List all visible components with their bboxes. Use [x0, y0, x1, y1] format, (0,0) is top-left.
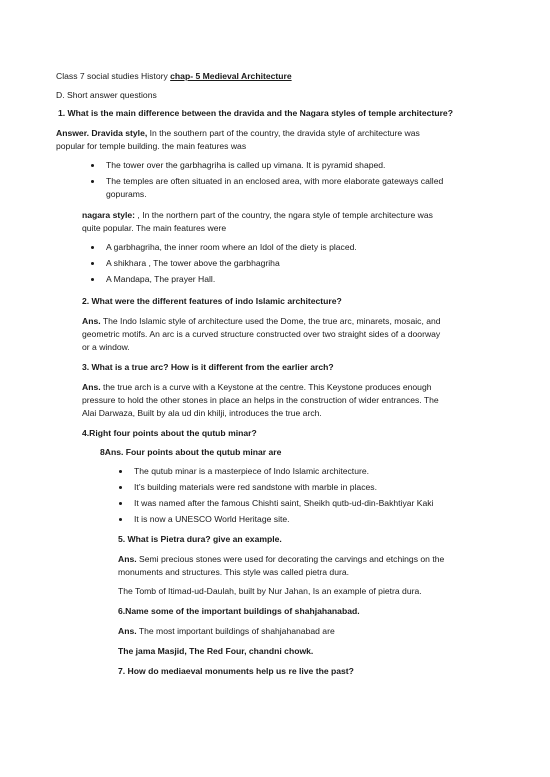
bullet-icon	[91, 262, 94, 265]
qutub-bullet-4: It is now a UNESCO World Heritage site.	[134, 514, 290, 524]
dravida-bullet-2-cont: gopurams.	[106, 189, 147, 199]
answer-label: Ans.	[118, 626, 137, 636]
dravida-bullet-1: The tower over the garbhagriha is called up vimana. It is pyramid shaped.	[106, 160, 386, 170]
answer-1-line-1	[56, 128, 420, 139]
bullet-icon	[119, 502, 122, 505]
answer-2-line-3: or a window.	[82, 342, 130, 352]
bullet-icon	[119, 470, 122, 473]
bullet-icon	[91, 278, 94, 281]
nagara-bullet-2: A shikhara , The tower above the garbhagriha	[106, 258, 280, 268]
question-1: 1. What is the main difference between the dravida and the Nagara styles of temple architecture?	[58, 108, 453, 118]
question-4: 4.Right four points about the qutub minar?	[82, 428, 257, 438]
qutub-bullet-3: It was named after the famous Chishti saint, Sheikh qutb-ud-din-Bakhtiyar Kaki	[134, 498, 434, 508]
question-7: 7. How do mediaeval monuments help us re live the past?	[118, 666, 354, 676]
answer-5-example: The Tomb of Itimad-ud-Daulah, built by Nur Jahan, Is an example of pietra dura.	[118, 586, 422, 596]
nagara-bullet-3: A Mandapa, The prayer Hall.	[106, 274, 216, 284]
section-heading: D. Short answer questions	[56, 90, 157, 100]
answer-text: In the southern part of the country, the dravida style of architecture was	[147, 128, 420, 138]
answer-text: the true arch is a curve with a Keystone at the centre. This Keystone produces enough	[100, 382, 432, 392]
qutub-bullet-2: It’s building materials were red sandstone with marble in places.	[134, 482, 377, 492]
question-5: 5. What is Pietra dura? give an example.	[118, 534, 282, 544]
answer-label: Ans.	[82, 382, 101, 392]
answer-2-line-1	[82, 316, 441, 327]
question-6: 6.Name some of the important buildings of shahjahanabad.	[118, 606, 360, 616]
bullet-icon	[91, 180, 94, 183]
answer-label: Ans.	[118, 554, 137, 564]
nagara-label: nagara style:	[82, 210, 136, 220]
answer-label: Answer. Dravida style,	[56, 128, 148, 138]
nagara-line-1	[82, 210, 433, 221]
answer-label: Ans.	[82, 316, 101, 326]
answer-text: The Indo Islamic style of architecture used the Dome, the true arc, minarets, mosaic, and	[100, 316, 441, 326]
bullet-icon	[119, 486, 122, 489]
answer-5-line-2: monuments and structures. This style was called pietra dura.	[118, 567, 350, 577]
chapter-title: chap- 5 Medieval Architecture	[170, 71, 292, 81]
bullet-icon	[91, 246, 94, 249]
question-2: 2. What were the different features of indo Islamic architecture?	[82, 296, 342, 306]
answer-text: The most important buildings of shahjahanabad are	[136, 626, 335, 636]
qutub-bullet-1: The qutub minar is a masterpiece of Indo Islamic architecture.	[134, 466, 370, 476]
document-header	[56, 71, 292, 82]
answer-3-line-2: pressure to hold the other stones in place an helps in the construction of wider entrances. The	[82, 395, 439, 405]
header-prefix: Class 7 social studies History	[56, 71, 171, 81]
dravida-bullet-2: The temples are often situated in an enclosed area, with more elaborate gateways called	[106, 176, 444, 186]
question-3: 3. What is a true arc? How is it different from the earlier arch?	[82, 362, 334, 372]
nagara-bullet-1: A garbhagriha, the inner room where an Idol of the diety is placed.	[106, 242, 357, 252]
answer-3-line-1	[82, 382, 432, 393]
nagara-text: , In the northern part of the country, the ngara style of temple architecture was	[135, 210, 433, 220]
answer-1-line-2: popular for temple building. the main features was	[56, 141, 247, 151]
answer-5-line-1	[118, 554, 444, 565]
answer-2-line-2: geometric motifs. An arc is a curved structure constructed over two straight sides of a doorway	[82, 329, 441, 339]
bullet-icon	[119, 518, 122, 521]
answer-6-line-1	[118, 626, 335, 637]
answer-6-line-2: The jama Masjid, The Red Four, chandni chowk.	[118, 646, 314, 656]
bullet-icon	[91, 164, 94, 167]
answer-4-heading: 8Ans. Four points about the qutub minar are	[100, 447, 282, 457]
nagara-line-2: quite popular. The main features were	[82, 223, 227, 233]
answer-3-line-3: Alai Darwaza, Built by ala ud din khilji, introduces the true arch.	[82, 408, 322, 418]
answer-text: Semi precious stones were used for decorating the carvings and etchings on the	[136, 554, 445, 564]
